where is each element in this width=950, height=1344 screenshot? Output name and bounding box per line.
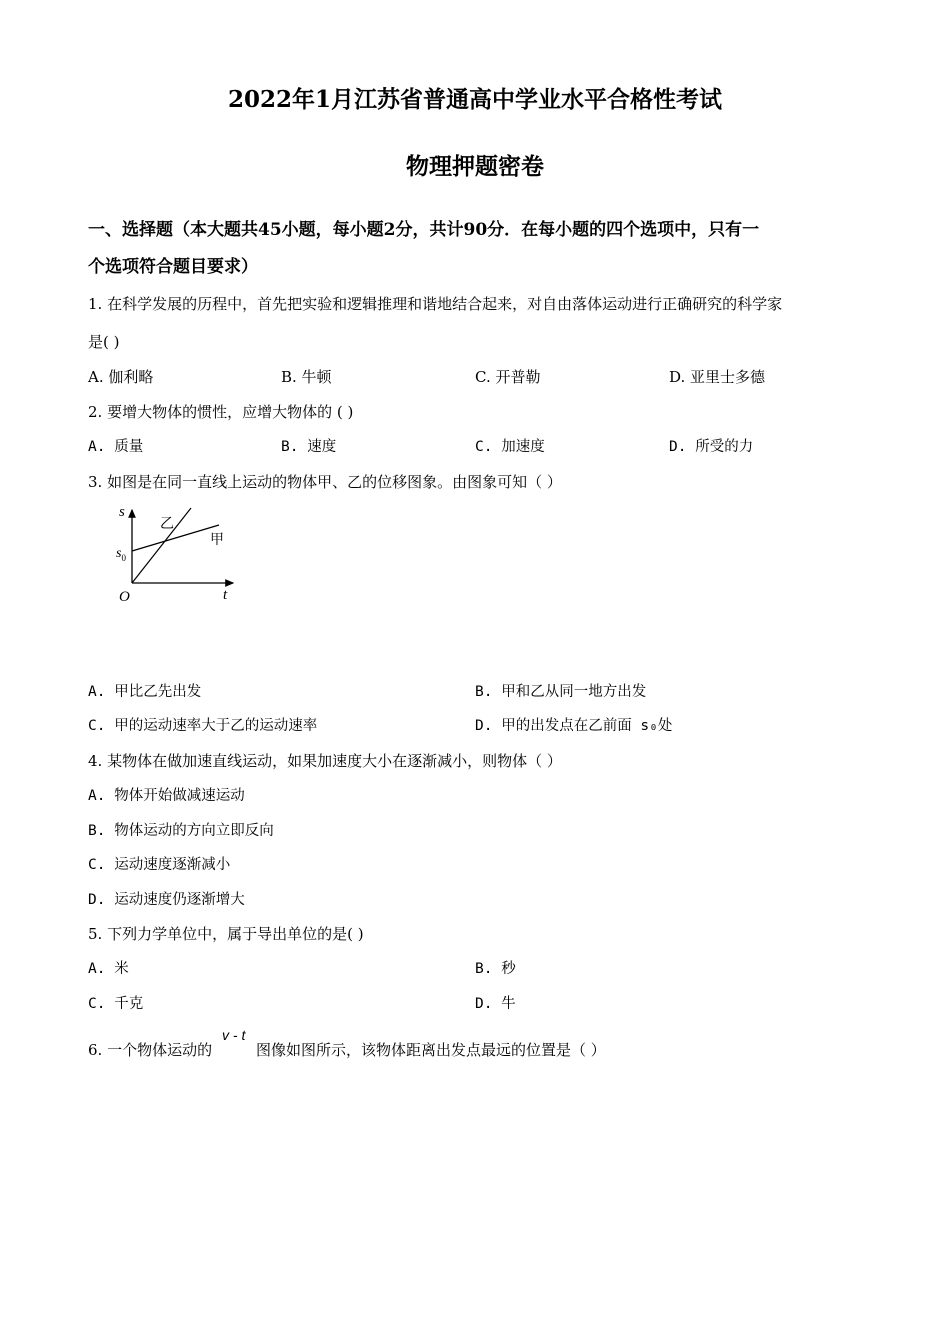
q4-option-a[interactable]: A. 物体开始做减速运动: [88, 788, 245, 804]
axis-label-s: s: [119, 504, 125, 520]
q4-stem: 4. 某物体在做加速直线运动，如果加速度大小在逐渐减小，则物体（ ）: [88, 752, 562, 770]
q5-option-b[interactable]: B. 秒: [475, 961, 516, 977]
q4-option-b[interactable]: B. 物体运动的方向立即反向: [88, 823, 274, 839]
line-label-jia: 甲: [210, 532, 224, 548]
line-label-yi: 乙: [160, 516, 174, 532]
q2-stem: 2. 要增大物体的惯性，应增大物体的 ( ): [88, 403, 354, 421]
q2-option-c[interactable]: C. 加速度: [475, 439, 545, 455]
q3-position-time-graph: [105, 500, 250, 610]
q1-option-c[interactable]: C. 开普勒: [475, 368, 541, 386]
q3-option-c[interactable]: C. 甲的运动速率大于乙的运动速率: [88, 718, 318, 734]
q6-stem-start: 6. 一个物体运动的: [88, 1041, 213, 1059]
q1-option-d[interactable]: D. 亚里士多德: [669, 368, 766, 386]
q2-option-b[interactable]: B. 速度: [281, 439, 337, 455]
q2-option-d[interactable]: D. 所受的力: [669, 439, 754, 455]
q4-option-c[interactable]: C. 运动速度逐渐减小: [88, 857, 231, 873]
q5-stem: 5. 下列力学单位中，属于导出单位的是( ): [88, 925, 364, 943]
axis-label-t: t: [223, 587, 228, 603]
q6-vt-formula: v - t: [222, 1027, 246, 1043]
q5-option-c[interactable]: C. 千克: [88, 996, 144, 1012]
line-jia: [132, 525, 219, 551]
q5-option-d[interactable]: D. 牛: [475, 996, 516, 1012]
q3-stem: 3. 如图是在同一直线上运动的物体甲、乙的位移图象。由图象可知（ ）: [88, 473, 562, 491]
q4-option-d[interactable]: D. 运动速度仍逐渐增大: [88, 892, 245, 908]
q1-option-b[interactable]: B. 牛顿: [281, 368, 332, 386]
section-heading-line1: 一、选择题（本大题共45小题，每小题2分，共计90分．在每小题的四个选项中，只有一: [88, 220, 760, 240]
intercept-label: $s_0$: [116, 546, 126, 563]
exam-subtitle: 物理押题密卷: [406, 153, 544, 180]
q2-option-a[interactable]: A. 质量: [88, 439, 144, 455]
q3-option-b[interactable]: B. 甲和乙从同一地方出发: [475, 684, 647, 700]
q1-option-a[interactable]: A. 伽利略: [88, 368, 154, 386]
exam-title: 2022年1月江苏省普通高中学业水平合格性考试: [227, 86, 723, 113]
q6-stem-end: 图像如图所示，该物体距离出发点最远的位置是（ ）: [256, 1041, 606, 1059]
origin-label: O: [119, 589, 130, 605]
q3-option-a[interactable]: A. 甲比乙先出发: [88, 684, 202, 700]
section-heading-line2: 个选项符合题目要求）: [88, 257, 258, 277]
q5-option-a[interactable]: A. 米: [88, 961, 129, 977]
q3-option-d[interactable]: D. 甲的出发点在乙前面 s₀处: [475, 718, 673, 734]
q1-stem-line2: 是( ): [88, 333, 120, 351]
q1-stem-line1: 1. 在科学发展的历程中，首先把实验和逻辑推理和谐地结合起来，对自由落体运动进行正确研究的科学家: [88, 295, 783, 313]
